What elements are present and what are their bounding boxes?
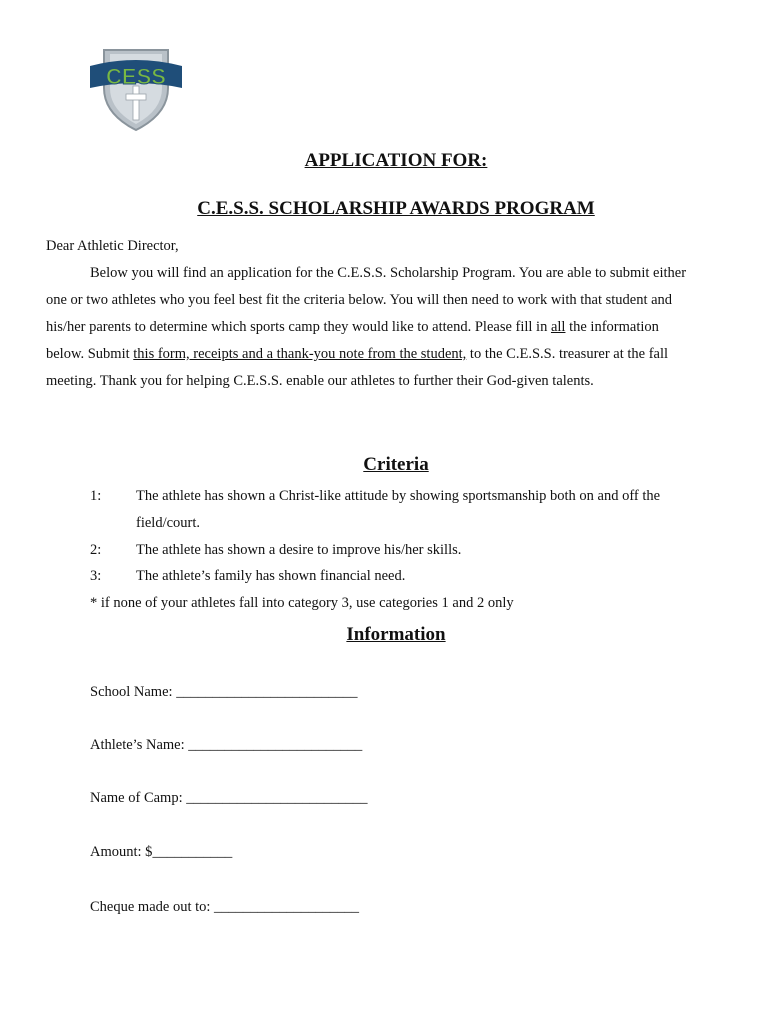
- information-title: Information: [346, 624, 446, 645]
- salutation: Dear Athletic Director,: [46, 238, 179, 254]
- criteria-item: [90, 563, 700, 590]
- field-label: Cheque made out to:: [90, 899, 215, 915]
- heading-program-title: C.E.S.S. SCHOLARSHIP AWARDS PROGRAM: [197, 198, 595, 219]
- field-blank[interactable]: ________________________: [188, 737, 363, 753]
- field-blank[interactable]: ____________________: [214, 899, 360, 915]
- intro-emphasis-all: all: [550, 319, 566, 335]
- criteria-text: The athlete has shown a Christ-like attitude by showing sportsmanship both on and off the field/court.: [136, 488, 661, 531]
- athlete-name-field[interactable]: [90, 737, 362, 754]
- intro-text-2: the information below. Submit: [46, 319, 659, 362]
- criteria-item: [90, 483, 700, 537]
- field-label: School Name:: [90, 684, 177, 700]
- intro-paragraph: [46, 260, 698, 395]
- intro-submit-items: this form, receipts and a thank-you note from the student,: [133, 346, 467, 362]
- cess-shield-icon: [86, 44, 186, 132]
- criteria-number: 1:: [90, 488, 102, 504]
- camp-name-field[interactable]: [90, 790, 368, 807]
- criteria-note: * if none of your athletes fall into category 3, use categories 1 and 2 only: [90, 595, 514, 611]
- field-blank[interactable]: _________________________: [176, 684, 358, 700]
- criteria-number: 2:: [90, 542, 102, 558]
- intro-text-1: Below you will find an application for the C.E.S.S. Scholarship Program. You are able to submit either one or two athletes who you feel best fit the criteria below. You will then need to work with that student and his/her parents to determine which sports camp they would like to attend. Please fill in: [46, 265, 687, 335]
- criteria-number: 3:: [90, 568, 102, 584]
- field-blank[interactable]: _________________________: [186, 790, 368, 806]
- field-label: Athlete’s Name:: [90, 737, 189, 753]
- field-label: Amount: $: [90, 844, 153, 860]
- criteria-text: The athlete’s family has shown financial need.: [136, 568, 406, 584]
- school-name-field[interactable]: [90, 684, 357, 701]
- amount-field[interactable]: [90, 844, 232, 861]
- criteria-title: Criteria: [363, 454, 429, 475]
- cess-logo: [86, 44, 186, 132]
- heading-application-for: APPLICATION FOR:: [304, 150, 488, 171]
- logo-text: CESS: [106, 64, 166, 89]
- criteria-text: The athlete has shown a desire to improve his/her skills.: [136, 542, 462, 558]
- criteria-item: [90, 537, 700, 564]
- cheque-payee-field[interactable]: [90, 899, 359, 916]
- field-blank[interactable]: ___________: [152, 844, 233, 860]
- intro-text-3: to the C.E.S.S. treasurer at the fall meeting. Thank you for helping C.E.S.S. enable our athletes to further their God-given talents.: [46, 346, 669, 389]
- field-label: Name of Camp:: [90, 790, 187, 806]
